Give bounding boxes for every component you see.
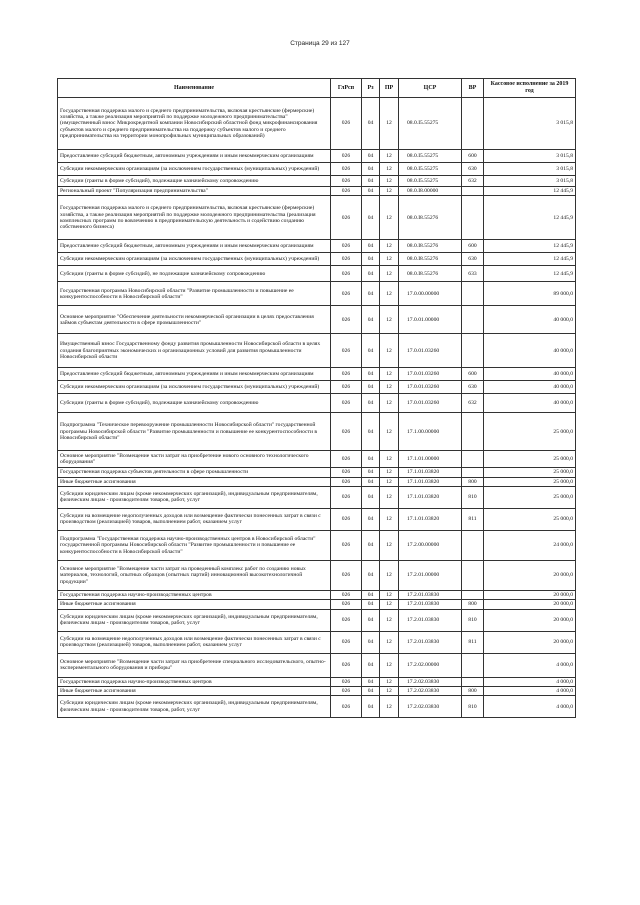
cell-csr: 17.0.00.00000 — [399, 282, 462, 306]
cell-vr: 800 — [462, 477, 484, 486]
cell-sum: 40 000,0 — [484, 334, 576, 368]
cell-csr: 17.2.02.00000 — [399, 653, 462, 677]
cell-glrsp: 026 — [331, 187, 362, 196]
cell-name: Подпрограмма "Техническое перевооружение промышленности Новосибирской области" государственной программы Новосибирской области "Развитие промышленности и повышение ее конкурентоспособности в Новосибирской области" — [58, 413, 331, 451]
cell-pr: 12 — [380, 508, 399, 530]
cell-glrsp: 026 — [331, 240, 362, 253]
cell-name: Основное мероприятие "Возмещение части затрат на приобретение специального исследовательского, опытно-экспериментального оборудования и приборы" — [58, 653, 331, 677]
cell-sum: 25 000,0 — [484, 486, 576, 508]
cell-name: Государственная поддержка научно-производственных центров — [58, 677, 331, 686]
cell-name: Основное мероприятие "Возмещение части затрат на проведенный комплекс работ по созданию новых материалов, технологий, опытных образцов (опытных партий) инновационной высокотехнологичной продукции" — [58, 560, 331, 590]
cell-vr: 600 — [462, 240, 484, 253]
cell-pr: 12 — [380, 282, 399, 306]
cell-name: Государственная поддержка малого и среднего предпринимательства, включая крестьянские (фермерские) хозяйства, а также реализация мероприятий по поддержке молодежного предпринимательства" (имущественный взнос Микрокредитной компании Новосибирский областной фонд микрофинансирования субъектов малого и среднего предпринимательства на поддержку субъектов малого и среднего предпринимательства на территории монопрофильных муниципальных образований) — [58, 98, 331, 150]
cell-sum: 12 445,9 — [484, 240, 576, 253]
cell-rz: 04 — [362, 266, 380, 282]
cell-pr: 12 — [380, 413, 399, 451]
cell-vr: 811 — [462, 508, 484, 530]
cell-rz: 04 — [362, 394, 380, 413]
cell-sum: 89 000,0 — [484, 282, 576, 306]
cell-rz: 04 — [362, 600, 380, 609]
cell-csr: 17.2.01.03830 — [399, 600, 462, 609]
table-row — [58, 176, 576, 187]
table-row — [58, 266, 576, 282]
column-header-sum: Кассовое исполнение за 2019 год — [484, 79, 576, 98]
cell-rz: 04 — [362, 196, 380, 240]
cell-name: Предоставление субсидий бюджетным, автономным учреждениям и иным некоммерческим организациям — [58, 150, 331, 163]
cell-csr: 17.2.01.00000 — [399, 560, 462, 590]
cell-csr: 17.2.01.03830 — [399, 609, 462, 631]
cell-rz: 04 — [362, 334, 380, 368]
cell-name: Иные бюджетные ассигнования — [58, 600, 331, 609]
table-row — [58, 477, 576, 486]
cell-name: Субсидии некоммерческим организациям (за исключением государственных (муниципальных) учреждений) — [58, 381, 331, 394]
cell-glrsp: 026 — [331, 413, 362, 451]
cell-sum: 12 445,9 — [484, 253, 576, 266]
cell-vr: 600 — [462, 150, 484, 163]
cell-csr: 17.0.01.03260 — [399, 381, 462, 394]
column-header-name: Наименование — [58, 79, 331, 98]
cell-rz: 04 — [362, 187, 380, 196]
cell-sum: 4 000,0 — [484, 686, 576, 695]
table-row — [58, 468, 576, 477]
column-header-glrsp: ГлРсп — [331, 79, 362, 98]
cell-rz: 04 — [362, 306, 380, 334]
cell-rz: 04 — [362, 368, 380, 381]
cell-glrsp: 026 — [331, 98, 362, 150]
cell-csr: 08.0.I5.55275 — [399, 163, 462, 176]
cell-pr: 12 — [380, 176, 399, 187]
cell-vr: 630 — [462, 163, 484, 176]
table-row — [58, 631, 576, 653]
cell-name: Имущественный взнос Государственному фонду развития промышленности Новосибирской области в целях создания благоприятных экономических и организационных условий для развития промышленности Новосибирской области — [58, 334, 331, 368]
cell-csr: 17.2.01.03830 — [399, 590, 462, 599]
cell-rz: 04 — [362, 590, 380, 599]
cell-pr: 12 — [380, 163, 399, 176]
cell-name: Региональный проект "Популяризация предпринимательства" — [58, 187, 331, 196]
cell-name: Субсидии (гранты в форме субсидий), подлежащие казначейскому сопровождению — [58, 176, 331, 187]
cell-pr: 12 — [380, 486, 399, 508]
cell-rz: 04 — [362, 477, 380, 486]
cell-vr — [462, 590, 484, 599]
table-row — [58, 98, 576, 150]
cell-sum: 25 000,0 — [484, 477, 576, 486]
cell-pr: 12 — [380, 600, 399, 609]
cell-glrsp: 026 — [331, 266, 362, 282]
cell-vr: 600 — [462, 368, 484, 381]
cell-rz: 04 — [362, 530, 380, 560]
cell-sum: 20 000,0 — [484, 631, 576, 653]
cell-pr: 12 — [380, 631, 399, 653]
cell-name: Предоставление субсидий бюджетным, автономным учреждениям и иным некоммерческим организациям — [58, 240, 331, 253]
cell-vr: 633 — [462, 266, 484, 282]
cell-pr: 12 — [380, 686, 399, 695]
cell-sum: 24 000,0 — [484, 530, 576, 560]
column-header-rz: Рз — [362, 79, 380, 98]
cell-vr: 810 — [462, 486, 484, 508]
table-row — [58, 196, 576, 240]
cell-glrsp: 026 — [331, 163, 362, 176]
cell-csr: 17.1.01.03820 — [399, 508, 462, 530]
table-row — [58, 253, 576, 266]
cell-csr: 17.2.01.03830 — [399, 631, 462, 653]
cell-sum: 20 000,0 — [484, 600, 576, 609]
cell-name: Подпрограмма "Государственная поддержка научно-производственных центров в Новосибирской области" государственной программы Новосибирской области "Развитие промышленности и повышение ее конкурентоспособности в Новосибирской области" — [58, 530, 331, 560]
cell-sum: 25 000,0 — [484, 468, 576, 477]
cell-vr — [462, 653, 484, 677]
page-number-label: Страница 29 из 127 — [290, 40, 350, 47]
cell-sum: 3 015,8 — [484, 150, 576, 163]
table-row — [58, 282, 576, 306]
cell-pr: 12 — [380, 590, 399, 599]
cell-vr — [462, 187, 484, 196]
cell-rz: 04 — [362, 653, 380, 677]
cell-pr: 12 — [380, 368, 399, 381]
cell-name: Государственная поддержка субъектов деятельности в сфере промышленности — [58, 468, 331, 477]
table-row — [58, 653, 576, 677]
cell-name: Субсидии некоммерческим организациям (за исключением государственных (муниципальных) учреждений) — [58, 163, 331, 176]
cell-name: Основное мероприятие "Возмещение части затрат на приобретение нового основного технологического оборудования" — [58, 451, 331, 468]
table-row — [58, 240, 576, 253]
cell-rz: 04 — [362, 240, 380, 253]
cell-pr: 12 — [380, 560, 399, 590]
table-row — [58, 486, 576, 508]
cell-pr: 12 — [380, 334, 399, 368]
cell-rz: 04 — [362, 560, 380, 590]
cell-sum: 4 000,0 — [484, 696, 576, 718]
cell-csr: 08.0.I8.55276 — [399, 240, 462, 253]
cell-glrsp: 026 — [331, 150, 362, 163]
cell-pr: 12 — [380, 530, 399, 560]
table-row — [58, 560, 576, 590]
cell-vr: 810 — [462, 609, 484, 631]
cell-rz: 04 — [362, 508, 380, 530]
table-row — [58, 150, 576, 163]
cell-sum: 40 000,0 — [484, 368, 576, 381]
cell-pr: 12 — [380, 653, 399, 677]
cell-glrsp: 026 — [331, 590, 362, 599]
cell-sum: 3 015,8 — [484, 98, 576, 150]
cell-name: Субсидии на возмещение недополученных доходов или возмещение фактически понесенных затрат в связи с производством (реализацией) товаров, выполнением работ, оказанием услуг — [58, 631, 331, 653]
cell-sum: 3 015,8 — [484, 176, 576, 187]
cell-csr: 08.0.I8.00000 — [399, 187, 462, 196]
cell-name: Субсидии (гранты в форме субсидий), не подлежащие казначейскому сопровождению — [58, 266, 331, 282]
cell-name: Государственная поддержка малого и среднего предпринимательства, включая крестьянские (фермерские) хозяйства, а также реализация мероприятий по поддержке молодежного предпринимательства (реализация комплексных программ по вовлечению в предпринимательскую деятельность и содействию созданию собственного бизнеса) — [58, 196, 331, 240]
cell-glrsp: 026 — [331, 609, 362, 631]
cell-pr: 12 — [380, 477, 399, 486]
cell-sum: 20 000,0 — [484, 560, 576, 590]
table-row — [58, 451, 576, 468]
cell-rz: 04 — [362, 176, 380, 187]
cell-rz: 04 — [362, 150, 380, 163]
cell-rz: 04 — [362, 413, 380, 451]
cell-sum: 25 000,0 — [484, 451, 576, 468]
cell-vr: 810 — [462, 696, 484, 718]
cell-csr: 08.0.I8.55276 — [399, 253, 462, 266]
cell-rz: 04 — [362, 163, 380, 176]
cell-glrsp: 026 — [331, 381, 362, 394]
cell-name: Субсидии юридическим лицам (кроме некоммерческих организаций), индивидуальным предпринимателям, физическим лицам - производителям товаров, работ, услуг — [58, 486, 331, 508]
cell-vr — [462, 413, 484, 451]
cell-rz: 04 — [362, 451, 380, 468]
cell-csr: 17.2.02.03830 — [399, 696, 462, 718]
cell-glrsp: 026 — [331, 176, 362, 187]
cell-rz: 04 — [362, 282, 380, 306]
cell-csr: 17.0.01.03260 — [399, 368, 462, 381]
cell-csr: 17.1.00.00000 — [399, 413, 462, 451]
cell-vr — [462, 451, 484, 468]
cell-rz: 04 — [362, 98, 380, 150]
cell-sum: 3 015,8 — [484, 163, 576, 176]
cell-glrsp: 026 — [331, 451, 362, 468]
cell-csr: 17.2.02.03830 — [399, 677, 462, 686]
cell-pr: 12 — [380, 150, 399, 163]
column-header-pr: ПР — [380, 79, 399, 98]
table-row — [58, 187, 576, 196]
cell-rz: 04 — [362, 631, 380, 653]
cell-glrsp: 026 — [331, 196, 362, 240]
cell-pr: 12 — [380, 696, 399, 718]
cell-rz: 04 — [362, 486, 380, 508]
cell-csr: 08.0.I5.55275 — [399, 176, 462, 187]
cell-csr: 17.1.01.03820 — [399, 486, 462, 508]
table-row — [58, 394, 576, 413]
cell-vr: 800 — [462, 600, 484, 609]
cell-glrsp: 026 — [331, 306, 362, 334]
cell-csr: 17.0.01.00000 — [399, 306, 462, 334]
cell-sum: 20 000,0 — [484, 590, 576, 599]
cell-name: Иные бюджетные ассигнования — [58, 686, 331, 695]
table-row — [58, 508, 576, 530]
cell-pr: 12 — [380, 677, 399, 686]
cell-vr: 630 — [462, 381, 484, 394]
cell-name: Предоставление субсидий бюджетным, автономным учреждениям и иным некоммерческим организациям — [58, 368, 331, 381]
cell-vr: 811 — [462, 631, 484, 653]
cell-vr — [462, 196, 484, 240]
cell-pr: 12 — [380, 266, 399, 282]
cell-glrsp: 026 — [331, 368, 362, 381]
table-row — [58, 686, 576, 695]
cell-pr: 12 — [380, 187, 399, 196]
cell-sum: 25 000,0 — [484, 413, 576, 451]
cell-vr: 800 — [462, 686, 484, 695]
cell-name: Субсидии (гранты в форме субсидий), подлежащие казначейскому сопровождению — [58, 394, 331, 413]
cell-sum: 12 445,9 — [484, 187, 576, 196]
cell-vr: 632 — [462, 394, 484, 413]
cell-glrsp: 026 — [331, 486, 362, 508]
cell-vr: 630 — [462, 253, 484, 266]
cell-csr: 17.2.02.03830 — [399, 686, 462, 695]
cell-pr: 12 — [380, 240, 399, 253]
table-row — [58, 600, 576, 609]
table-row — [58, 590, 576, 599]
cell-csr: 08.0.I5.55275 — [399, 98, 462, 150]
cell-glrsp: 026 — [331, 696, 362, 718]
cell-rz: 04 — [362, 677, 380, 686]
cell-csr: 08.0.I5.55275 — [399, 150, 462, 163]
cell-vr — [462, 334, 484, 368]
cell-name: Субсидии юридическим лицам (кроме некоммерческих организаций), индивидуальным предпринимателям, физическим лицам - производителям товаров, работ, услуг — [58, 609, 331, 631]
column-header-csr: ЦСР — [399, 79, 462, 98]
cell-sum: 4 000,0 — [484, 677, 576, 686]
cell-rz: 04 — [362, 253, 380, 266]
table-row — [58, 677, 576, 686]
cell-pr: 12 — [380, 468, 399, 477]
table-row — [58, 306, 576, 334]
cell-pr: 12 — [380, 451, 399, 468]
table-body — [58, 98, 576, 718]
cell-glrsp: 026 — [331, 282, 362, 306]
table-row — [58, 163, 576, 176]
cell-vr — [462, 560, 484, 590]
column-header-vr: ВР — [462, 79, 484, 98]
cell-glrsp: 026 — [331, 468, 362, 477]
table-row — [58, 530, 576, 560]
cell-glrsp: 026 — [331, 600, 362, 609]
cell-glrsp: 026 — [331, 334, 362, 368]
cell-glrsp: 026 — [331, 677, 362, 686]
cell-csr: 17.2.00.00000 — [399, 530, 462, 560]
cell-glrsp: 026 — [331, 477, 362, 486]
cell-sum: 25 000,0 — [484, 508, 576, 530]
cell-vr — [462, 677, 484, 686]
cell-glrsp: 026 — [331, 394, 362, 413]
cell-vr — [462, 468, 484, 477]
table-header-row — [58, 79, 576, 98]
cell-sum: 4 000,0 — [484, 653, 576, 677]
cell-glrsp: 026 — [331, 508, 362, 530]
cell-name: Основное мероприятие "Обеспечение деятельности некоммерческой организации в целях предоставления займов субъектам деятельности в сфере промышленности" — [58, 306, 331, 334]
cell-name: Субсидии на возмещение недополученных доходов или возмещение фактически понесенных затрат в связи с производством (реализацией) товаров, выполнением работ, оказанием услуг — [58, 508, 331, 530]
table-row — [58, 368, 576, 381]
cell-sum: 40 000,0 — [484, 306, 576, 334]
table-row — [58, 381, 576, 394]
cell-rz: 04 — [362, 381, 380, 394]
cell-glrsp: 026 — [331, 530, 362, 560]
cell-sum: 40 000,0 — [484, 381, 576, 394]
cell-glrsp: 026 — [331, 653, 362, 677]
cell-sum: 12 445,9 — [484, 266, 576, 282]
table-row — [58, 609, 576, 631]
cell-glrsp: 026 — [331, 631, 362, 653]
cell-sum: 40 000,0 — [484, 394, 576, 413]
cell-pr: 12 — [380, 394, 399, 413]
cell-name: Государственная поддержка научно-производственных центров — [58, 590, 331, 599]
cell-glrsp: 026 — [331, 686, 362, 695]
cell-rz: 04 — [362, 468, 380, 477]
cell-name: Субсидии юридическим лицам (кроме некоммерческих организаций), индивидуальным предпринимателям, физическим лицам - производителям товаров, работ, услуг — [58, 696, 331, 718]
cell-vr — [462, 282, 484, 306]
cell-csr: 17.1.01.03820 — [399, 468, 462, 477]
cell-sum: 12 445,9 — [484, 196, 576, 240]
cell-csr: 08.0.I8.55276 — [399, 196, 462, 240]
cell-rz: 04 — [362, 696, 380, 718]
cell-name: Иные бюджетные ассигнования — [58, 477, 331, 486]
cell-csr: 08.0.I8.55276 — [399, 266, 462, 282]
table-row — [58, 334, 576, 368]
cell-csr: 17.0.01.03260 — [399, 334, 462, 368]
cell-sum: 20 000,0 — [484, 609, 576, 631]
cell-csr: 17.1.01.00000 — [399, 451, 462, 468]
cell-pr: 12 — [380, 98, 399, 150]
cell-pr: 12 — [380, 196, 399, 240]
cell-vr — [462, 98, 484, 150]
table-row — [58, 696, 576, 718]
cell-pr: 12 — [380, 609, 399, 631]
cell-glrsp: 026 — [331, 253, 362, 266]
table-row — [58, 413, 576, 451]
cell-pr: 12 — [380, 253, 399, 266]
cell-pr: 12 — [380, 381, 399, 394]
budget-table — [57, 78, 576, 718]
cell-glrsp: 026 — [331, 560, 362, 590]
cell-name: Субсидии некоммерческим организациям (за исключением государственных (муниципальных) учреждений) — [58, 253, 331, 266]
cell-csr: 17.0.01.03260 — [399, 394, 462, 413]
cell-rz: 04 — [362, 609, 380, 631]
cell-vr — [462, 306, 484, 334]
cell-pr: 12 — [380, 306, 399, 334]
cell-rz: 04 — [362, 686, 380, 695]
cell-vr: 632 — [462, 176, 484, 187]
cell-csr: 17.1.01.03820 — [399, 477, 462, 486]
cell-name: Государственная программа Новосибирской области "Развитие промышленности и повышение ее конкурентоспособности в Новосибирской области" — [58, 282, 331, 306]
cell-vr — [462, 530, 484, 560]
